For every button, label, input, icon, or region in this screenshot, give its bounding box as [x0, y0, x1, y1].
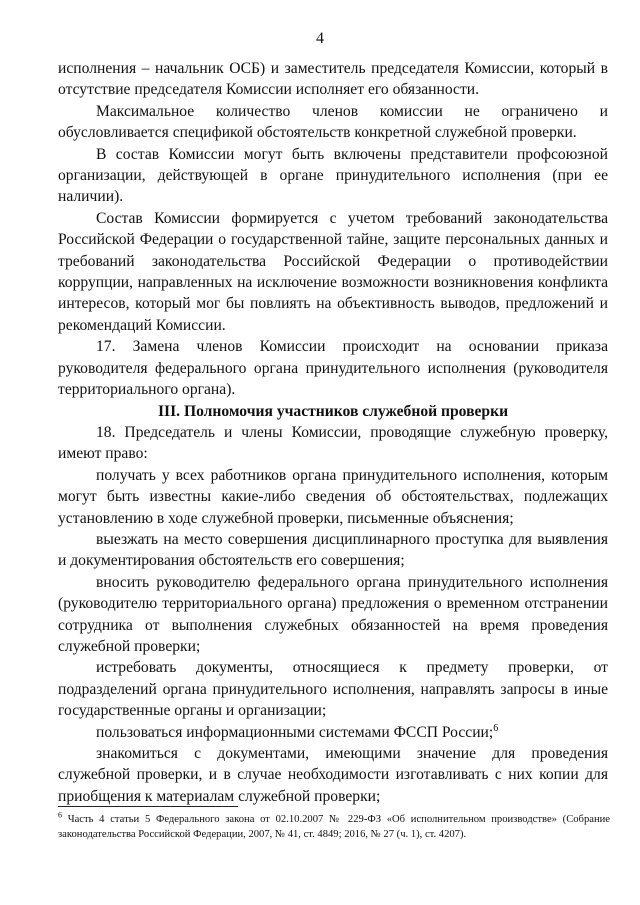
- section-heading: III. Полномочия участников служебной проверки: [157, 402, 509, 420]
- list-item: выезжать на место совершения дисциплинарного проступка для выявления и документирования обстоятельств его совершения;: [58, 530, 608, 570]
- paragraph-commission-composition: Состав Комиссии формируется с учетом требований законодательства Российской Федерации о государственной тайне, защите персональных данных и требований законодательства Российской Федерации о противодействии коррупции, направленных на исключение возможности возникновения конфликта интересов, который мог бы повлиять на объективность выводов, предложений и рекомендаций Комиссии.: [58, 209, 608, 334]
- footnote-text: Часть 4 статьи 5 Федерального закона от 02.10.2007 № 229-ФЗ «Об исполнительном производстве» (Собрание законодательства Российской Федерации, 2007, № 41, ст. 4849; 2016, № 27 (ч. 1), ст. 4207).: [58, 814, 610, 840]
- page-number: 4: [316, 30, 324, 47]
- footnote-mark: 6: [58, 810, 62, 820]
- paragraph-18: 18. Председатель и члены Комиссии, проводящие служебную проверку, имеют право:: [58, 423, 608, 463]
- list-item: знакомиться с документами, имеющими значение для проведения служебной проверки, и в случае необходимости изготавливать с них копии для приобщения к материалам служебной проверки;: [58, 745, 608, 805]
- footnote: [58, 812, 610, 842]
- footnote-divider: [58, 806, 238, 807]
- list-item: истребовать документы, относящиеся к предмету проверки, от подразделений органа принудительного исполнения, направлять запросы в иные государственные органы и организации;: [58, 659, 608, 720]
- list-item-text: пользоваться информационными системами ФССП России;: [96, 723, 494, 741]
- list-item-with-footnote: [58, 722, 608, 743]
- paragraph-continuation: исполнения – начальник ОСБ) и заместитель председателя Комиссии, который в отсутствие председателя Комиссии исполняет его обязанности.: [58, 60, 608, 99]
- footnote-reference[interactable]: 6: [493, 722, 499, 734]
- paragraph-union-representatives: В состав Комиссии могут быть включены представители профсоюзной организации, действующей в органе принудительного исполнения (при ее наличии).: [58, 145, 608, 206]
- list-item: получать у всех работников органа принудительного исполнения, которым могут быть известны какие-либо сведения об обстоятельствах, подлежащих установлению в ходе служебной проверки, письменные объяснения;: [58, 466, 608, 527]
- paragraph-max-members: Максимальное количество членов комиссии не ограничено и обусловливается спецификой обстоятельств конкретной служебной проверки.: [58, 102, 608, 142]
- paragraph-17: 17. Замена членов Комиссии происходит на основании приказа руководителя федерального органа принудительного исполнения (руководителя территориального органа).: [58, 338, 608, 399]
- document-body: [58, 58, 608, 807]
- list-item: вносить руководителю федерального органа принудительного исполнения (руководителю территориального органа) предложения о временном отстранении сотрудника от выполнения служебных обязанностей на время проведения служебной проверки;: [58, 573, 608, 655]
